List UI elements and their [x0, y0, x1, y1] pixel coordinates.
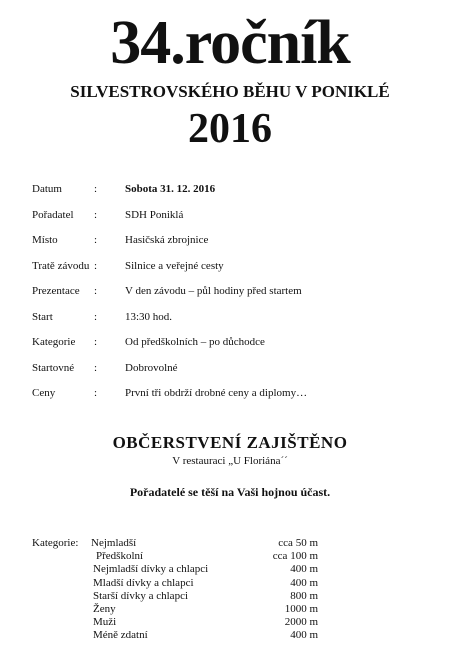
- category-name: Starší dívky a chlapci: [93, 589, 189, 602]
- refreshments-title: OBČERSTVENÍ ZAJIŠTĚNO: [112, 433, 348, 452]
- category-row: [0, 577, 318, 590]
- info-value: Sobota 31. 12. 2016: [125, 183, 216, 195]
- info-colon: :: [94, 361, 98, 374]
- category-row: [0, 629, 318, 642]
- info-colon: :: [94, 183, 98, 195]
- category-name: Mladší dívky a chlapci: [93, 576, 194, 589]
- category-distance: 400 m: [290, 563, 318, 576]
- category-distance: 400 m: [290, 629, 318, 642]
- organizer-note: Pořadatelé se těší na Vaši hojnou účast.: [129, 485, 331, 499]
- info-value: Hasičská zbrojnice: [125, 234, 209, 246]
- info-colon: :: [94, 234, 98, 246]
- category-distance: 400 m: [290, 576, 318, 589]
- info-value: Dobrovolné: [125, 361, 178, 374]
- info-row: [32, 257, 452, 275]
- info-row: [32, 308, 452, 326]
- category-name: Muži: [93, 616, 117, 629]
- category-name: Nejmladší: [91, 537, 137, 549]
- info-label: Startovné: [32, 361, 75, 374]
- category-row: [0, 616, 318, 629]
- info-label: Ceny: [32, 387, 56, 399]
- info-label: Tratě závodu: [32, 259, 90, 272]
- category-name: Nejmladší dívky a chlapci: [93, 563, 209, 576]
- info-row: [32, 282, 452, 300]
- info-row: [32, 359, 452, 377]
- category-row: [0, 537, 318, 550]
- info-colon: :: [94, 310, 98, 323]
- info-label: Start: [32, 310, 53, 323]
- info-row: [32, 206, 452, 224]
- category-distance: 1000 m: [284, 603, 318, 615]
- info-label: Prezentace: [32, 285, 80, 297]
- category-row: [0, 563, 318, 576]
- categories-label: Kategorie:: [32, 537, 79, 549]
- info-value: SDH Poniklá: [125, 208, 184, 221]
- category-row: [0, 603, 318, 616]
- info-colon: :: [94, 208, 98, 221]
- info-value: Od předškolních – po důchodce: [125, 336, 265, 348]
- category-distance: cca 50 m: [278, 537, 318, 549]
- info-row: [32, 333, 452, 351]
- info-row: [32, 231, 452, 249]
- category-row: [0, 550, 318, 563]
- info-label: Místo: [32, 234, 58, 246]
- info-value: V den závodu – půl hodiny před startem: [125, 285, 302, 297]
- event-subtitle: SILVESTROVSKÉHO BĚHU V PONIKLÉ: [70, 82, 390, 101]
- event-year: 2016: [188, 106, 272, 152]
- info-row: [32, 384, 452, 402]
- info-value: První tři obdrží drobné ceny a diplomy…: [125, 387, 308, 399]
- info-label: Datum: [32, 183, 62, 195]
- category-distance: cca 100 m: [272, 550, 318, 563]
- info-label: Kategorie: [32, 336, 76, 348]
- category-name: Méně zdatní: [93, 629, 148, 642]
- info-colon: :: [94, 285, 98, 297]
- event-title: 34.ročník: [110, 9, 350, 77]
- info-label: Pořadatel: [32, 208, 74, 221]
- category-name: Ženy: [93, 603, 116, 615]
- info-row: [32, 180, 452, 198]
- info-value: 13:30 hod.: [125, 310, 173, 323]
- info-colon: :: [94, 336, 98, 348]
- category-distance: 2000 m: [284, 616, 318, 629]
- refreshments-subtitle: V restauraci „U Floriána´´: [172, 455, 288, 467]
- category-distance: 800 m: [290, 589, 318, 602]
- info-colon: :: [94, 259, 98, 272]
- category-row: [0, 590, 318, 603]
- info-colon: :: [94, 387, 98, 399]
- category-name: Předškolní: [96, 550, 144, 563]
- info-value: Silnice a veřejné cesty: [125, 259, 224, 272]
